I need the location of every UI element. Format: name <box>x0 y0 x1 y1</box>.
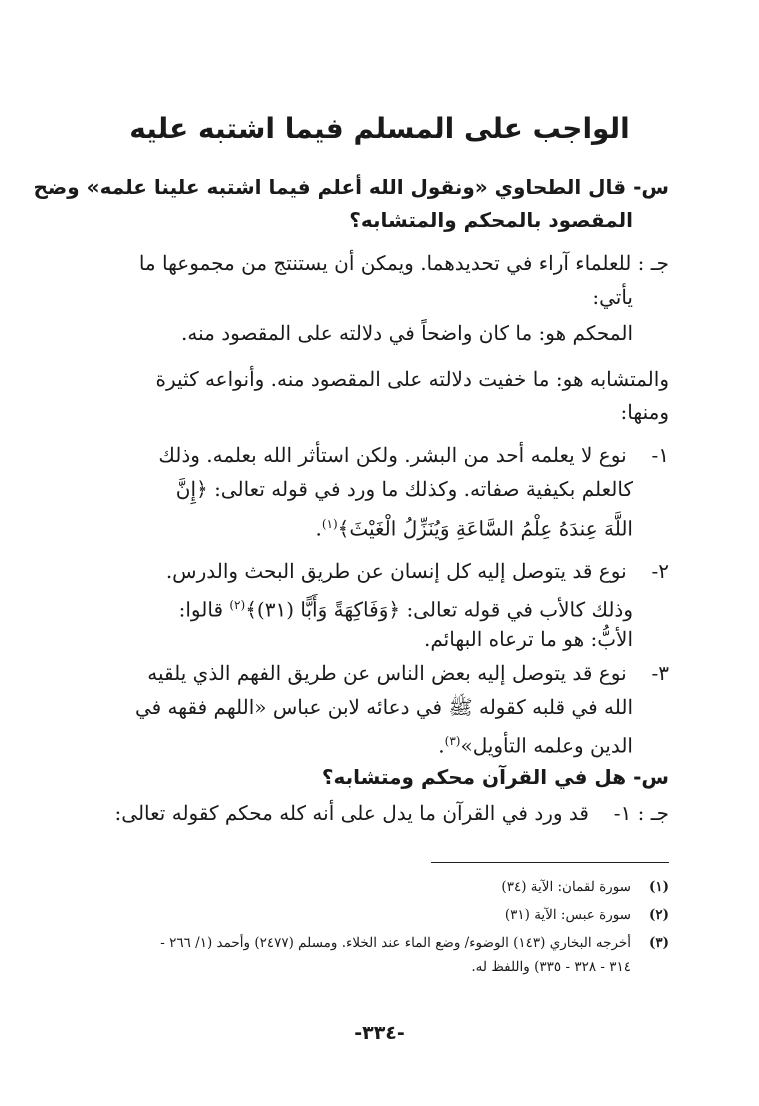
question-text: المقصود بالمحكم والمتشابه؟ <box>349 208 633 232</box>
answer-label: جـ : <box>637 251 669 275</box>
question-text: قال الطحاوي «ونقول الله أعلم فيما اشتبه علينا علمه» وضح <box>33 175 627 199</box>
list-item-text: الله في قلبه كقوله ﷺ في دعائه لابن عباس «اللهم فقهه في <box>134 695 633 719</box>
list-item-text: قالوا: <box>178 597 223 622</box>
answer-text: قد ورد في القرآن ما يدل على أنه كله محكم كقوله تعالى: <box>114 801 589 825</box>
page-number: -٣٣٤- <box>354 1022 405 1044</box>
list-item-1-line-2 <box>176 474 633 504</box>
punctuation: . <box>438 733 445 758</box>
list-item-1-line-3 <box>315 509 633 544</box>
answer-text: للعلماء آراء في تحديدهما. ويمكن أن يستنتج من مجموعها ما <box>138 251 632 275</box>
footnote-text: أخرجه البخاري (١٤٣) الوضوء/ وضع الماء عند الخلاء. ومسلم (٢٤٧٧) وأحمد (١/ ٢٦٦ - <box>160 935 631 951</box>
footnote-reference: (٢) <box>229 598 246 612</box>
page-title: الواجب على المسلم فيما اشتبه عليه <box>129 112 630 145</box>
list-item-1-line-1 <box>158 440 669 470</box>
list-item-3-line-1 <box>147 658 669 688</box>
answer-1-line-1 <box>139 248 669 278</box>
definition-text: والمتشابه هو: ما خفيت دلالته على المقصود منه. وأنواعه كثيرة <box>155 367 669 391</box>
footnote-reference: (١) <box>321 517 338 531</box>
definition-text: المحكم هو: ما كان واضحاً في دلالته على المقصود منه. <box>181 321 633 345</box>
footnote-number: (٣) <box>648 935 669 951</box>
footnote-number: (٢) <box>648 907 669 923</box>
question-label: س- <box>633 175 669 199</box>
footnote-divider <box>431 862 669 863</box>
footnote-reference: (٣) <box>444 734 461 748</box>
question-1-line-1 <box>34 172 669 202</box>
answer-label: جـ : <box>637 801 669 825</box>
quran-verse: وذلك كالأب في قوله تعالى: ﴿وَفَاكِهَةً وَأَبًّا (٣١)﴾ <box>245 597 633 622</box>
list-item-2-line-1 <box>166 556 669 586</box>
list-item-text: الأبُّ: هو ما ترعاه البهائم. <box>424 627 633 651</box>
muhkam-definition <box>181 318 633 348</box>
hadith-text: الدين وعلمه التأويل» <box>460 733 633 758</box>
question-1-line-2 <box>349 205 633 235</box>
list-item-number: ١- <box>613 801 632 825</box>
question-text: هل في القرآن محكم ومتشابه؟ <box>321 765 627 789</box>
question-label: س- <box>633 765 669 789</box>
list-item-3-line-3 <box>438 726 633 761</box>
punctuation: . <box>315 516 322 541</box>
list-item-text: نوع لا يعلمه أحد من البشر. ولكن استأثر الله بعلمه. وذلك <box>158 443 627 467</box>
list-item-text: كالعلم بكيفية صفاته. وكذلك ما ورد في قوله تعالى: ﴿إِنَّ <box>175 477 633 501</box>
list-item-number: ٣- <box>651 661 669 685</box>
list-item-2-line-2 <box>179 590 633 625</box>
answer-2-line-1 <box>115 798 669 828</box>
footnote-1 <box>501 876 669 898</box>
list-item-2-line-3 <box>424 624 633 654</box>
mutashabih-definition-line-2 <box>621 397 669 427</box>
footnote-text: سورة عبس: الآية (٣١) <box>504 907 631 923</box>
mutashabih-definition-line-1 <box>156 364 670 394</box>
footnote-text: سورة لقمان: الآية (٣٤) <box>501 879 631 895</box>
definition-text: ومنها: <box>620 400 669 424</box>
answer-1-line-2 <box>592 282 633 312</box>
list-item-number: ٢- <box>651 559 669 583</box>
footnote-2 <box>505 904 669 926</box>
list-item-number: ١- <box>651 443 669 467</box>
footnote-text: ٣١٤ - ٣٢٨ - ٣٣٥) واللفظ له. <box>471 959 631 975</box>
footnote-3-line-2 <box>471 956 631 978</box>
answer-text: يأتي: <box>592 285 633 309</box>
question-2 <box>322 762 669 792</box>
quran-verse: اللَّهَ عِندَهُ عِلْمُ السَّاعَةِ وَيُنَزِّلُ الْغَيْثَ﴾ <box>337 516 633 541</box>
footnote-number: (١) <box>648 879 669 895</box>
footnote-3-line-1 <box>160 932 669 954</box>
list-item-text: نوع قد يتوصل إليه بعض الناس عن طريق الفهم الذي يلقيه <box>147 661 627 685</box>
list-item-text: نوع قد يتوصل إليه كل إنسان عن طريق البحث والدرس. <box>165 559 627 583</box>
list-item-3-line-2 <box>135 692 633 722</box>
